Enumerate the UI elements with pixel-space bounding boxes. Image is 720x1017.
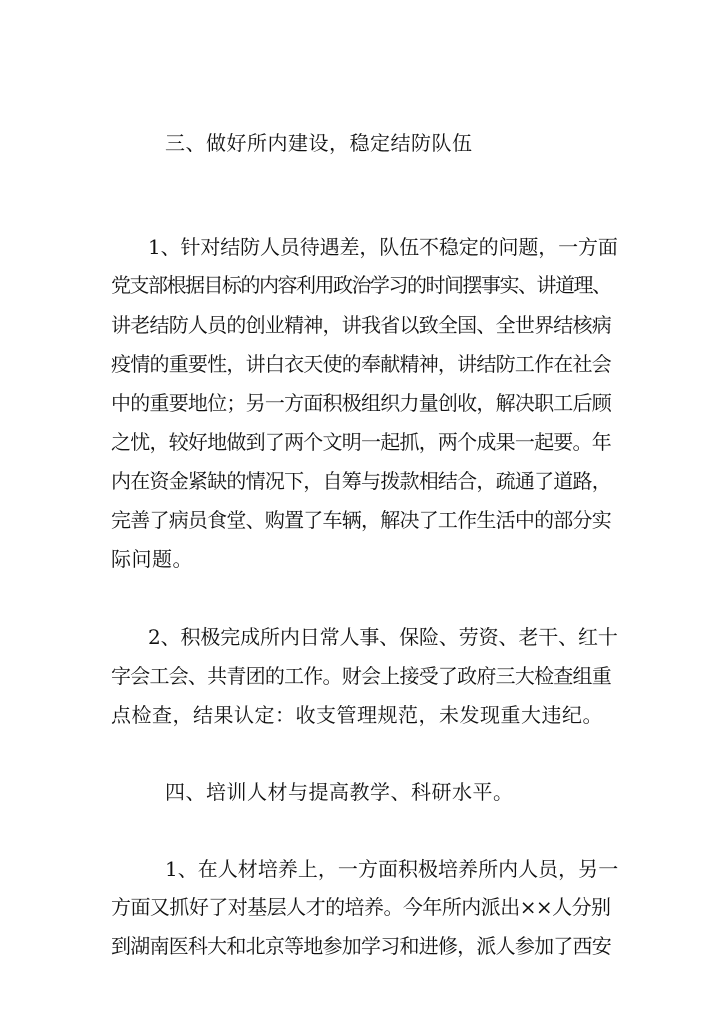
paragraph-line: 到湖南医科大和北京等地参加学习和进修，派人参加了西安 (111, 934, 611, 958)
paragraph-line: 1、针对结防人员待遇差，队伍不稳定的问题，一方面 (148, 235, 618, 259)
paragraph-line: 字会工会、共青团的工作。财会上接受了政府三大检查组重 (111, 664, 611, 688)
section-heading-3: 三、做好所内建设，稳定结防队伍 (165, 131, 473, 155)
section-heading-4: 四、培训人材与提高教学、科研水平。 (165, 780, 514, 804)
paragraph-line: 2、积极完成所内日常人事、保险、劳资、老干、红十 (148, 625, 618, 649)
paragraph-line: 内在资金紧缺的情况下，自筹与拨款相结合，疏通了道路， (111, 469, 611, 493)
paragraph-line: 中的重要地位；另一方面积极组织力量创收，解决职工后顾 (111, 391, 611, 415)
paragraph-line: 疫情的重要性，讲白衣天使的奉献精神，讲结防工作在社会 (111, 352, 611, 376)
paragraph-line: 完善了病员食堂、购置了车辆，解决了工作生活中的部分实 (111, 508, 611, 532)
paragraph-line: 党支部根据目标的内容利用政治学习的时间摆事实、讲道理、 (111, 273, 611, 297)
paragraph-line: 讲老结防人员的创业精神，讲我省以致全国、全世界结核病 (111, 313, 611, 337)
paragraph-line: 际问题。 (111, 547, 193, 571)
paragraph-line: 方面又抓好了对基层人才的培养。今年所内派出××人分别 (111, 895, 611, 919)
paragraph-line: 1、在人材培养上，一方面积极培养所内人员，另一 (165, 857, 619, 881)
paragraph-line: 之忧，较好地做到了两个文明一起抓，两个成果一起要。年 (111, 430, 611, 454)
paragraph-line: 点检查，结果认定：收支管理规范，未发现重大违纪。 (111, 703, 603, 727)
